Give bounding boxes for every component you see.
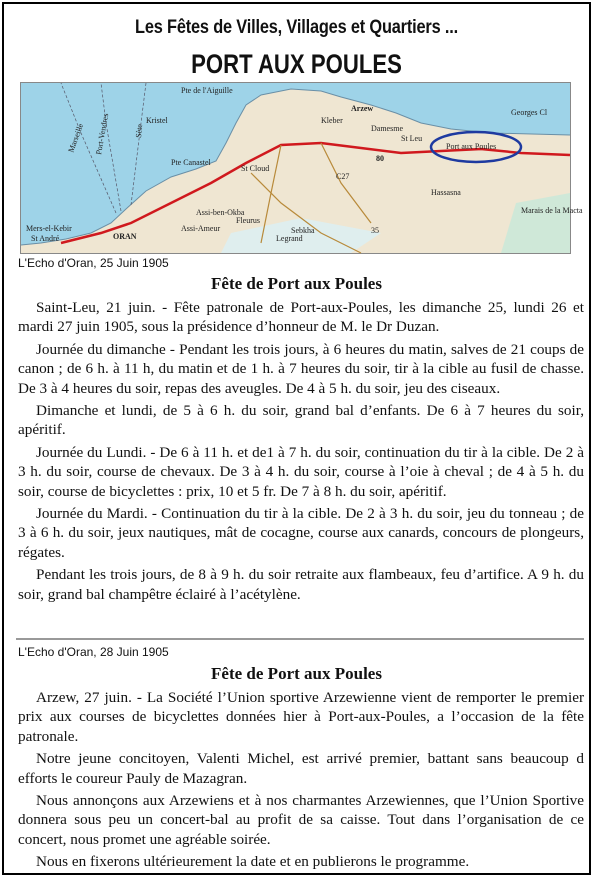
article-1-paragraph: Journée du Lundi. - De 6 à 11 h. et de1 à 7 h. du soir, continuation du tir à la cible. De 2 à 3 h. du soir, course de chevaux. De 3 à 4 h. du soir, course à l’oie à cheval ; de 4 à 5 h. du soir, course de bicyclettes : prix, 10 et 5 fr. De 7 à 8 h. du soir, apéritif. bbox=[18, 443, 584, 500]
map-label-fleurus: Fleurus bbox=[236, 216, 260, 225]
map-label-st-cloud: St Cloud bbox=[241, 164, 270, 173]
article-1-paragraph: Dimanche et lundi, de 5 à 6 h. du soir, grand bal d’enfants. De 6 à 7 heures du soir, apéritif. bbox=[18, 402, 584, 439]
map-label-oran: ORAN bbox=[113, 232, 137, 241]
article-1-paragraph: Pendant les trois jours, de 8 à 9 h. du soir retraite aux flambeaux, feu d’artifice. A 9 h. du soir, grand bal champêtre éclairé à l’acétylène. bbox=[18, 566, 584, 603]
series-title: Les Fêtes de Villes, Villages et Quartiers ... bbox=[135, 17, 458, 38]
map-label-macta: Marais de la Macta bbox=[521, 206, 583, 215]
article-1-source: L'Echo d'Oran, 25 Juin 1905 bbox=[18, 256, 169, 270]
region-map bbox=[20, 82, 583, 254]
article-2-title: Fête de Port aux Poules bbox=[211, 664, 382, 683]
map-label-sete: Sète bbox=[134, 123, 145, 139]
map-label-aiguille: Pte de l'Aiguille bbox=[181, 86, 233, 95]
map-label-canastel: Pte Canastel bbox=[171, 158, 211, 167]
map-label-georges-cl: Georges Cl bbox=[511, 108, 548, 117]
map-label-legrand: Legrand bbox=[276, 234, 303, 243]
article-2-paragraph: Notre jeune concitoyen, Valenti Michel, est arrivé premier, battant sans beaucoup d efforts le coureur Pauly de Mazagran. bbox=[18, 750, 584, 787]
map-label-port-aux-poules: Port aux Poules bbox=[446, 142, 497, 151]
article-2-paragraph: Nous annonçons aux Arzewiens et à nos charmantes Arzewiennes, que l’Union Sportive donnera sous peu un concert-bal au profit de sa caisse. Tout dans l’organisation de ce concert, nous promet une agréable soirée. bbox=[18, 792, 584, 848]
article-1-title: Fête de Port aux Poules bbox=[211, 274, 382, 293]
map-label-sebkha: Sebkha bbox=[291, 226, 315, 235]
article-1-paragraph: Saint-Leu, 21 juin. - Fête patronale de Port-aux-Poules, les dimanche 25, lundi 26 et mardi 27 juin 1905, sous la présidence d’honneur de M. le Dr Duzan. bbox=[18, 299, 584, 336]
article-2-body bbox=[18, 688, 584, 875]
map-label-kristel: Kristel bbox=[146, 116, 168, 125]
article-1-body bbox=[18, 298, 584, 607]
map-label-port-vendres: Port-Vendres bbox=[94, 112, 111, 156]
map-label-kleber: Kleber bbox=[321, 116, 343, 125]
article-1-paragraph: Journée du dimanche - Pendant les trois jours, à 6 heures du matin, salves de 21 coups de canon ; de 6 h. à 11 h, du matin et de 1 h. à 7 heures du soir, tir à la cible au fusil de chasse. De 3 à 4 heures du soir, repas des aveugles. De 4 à 5 h. du soir, jeu des ciseaux. bbox=[18, 340, 584, 397]
section-divider bbox=[16, 638, 584, 640]
article-2-paragraph: Arzew, 27 juin. - La Société l’Union sportive Arzewienne vient de remporter le premier prix aux courses de bicyclettes données hier à Port-aux-Poules, a l’occasion de la fête patronale. bbox=[18, 689, 584, 745]
map-label-arzew: Arzew bbox=[351, 104, 374, 113]
article-1-paragraph: Journée du Mardi. - Continuation du tir à la cible. De 2 à 3 h. du soir, jeu du tonneau ; de 3 à 6 h. du soir, jeux nautiques, mât de cocagne, course aux canards, concours de plongeurs, régates. bbox=[18, 505, 584, 561]
map-label-damesme: Damesme bbox=[371, 124, 403, 133]
map-label-road-27: C27 bbox=[336, 172, 350, 181]
map-drawing bbox=[21, 83, 583, 253]
map-label-marseille: Marseille bbox=[66, 122, 86, 154]
map-label-st-leu: St Leu bbox=[401, 134, 423, 143]
map-label-road-80: 80 bbox=[376, 154, 384, 163]
map-label-st-andre: St André bbox=[31, 234, 60, 243]
map-label-road-35: 35 bbox=[371, 226, 379, 235]
map-label-hassasna: Hassasna bbox=[431, 188, 461, 197]
article-2-source: L'Echo d'Oran, 28 Juin 1905 bbox=[18, 645, 169, 659]
map-label-mers-el-kebir: Mers-el-Kebir bbox=[26, 224, 72, 233]
map-label-assi-ben-okba: Assi-ben-Okba bbox=[196, 208, 245, 217]
document-page bbox=[2, 2, 591, 875]
map-label-assi-ameur: Assi-Ameur bbox=[181, 224, 221, 233]
article-2-paragraph: Nous en fixerons ultérieurement la date et en publierons le programme. bbox=[36, 853, 470, 871]
page-title: PORT AUX POULES bbox=[191, 49, 402, 79]
